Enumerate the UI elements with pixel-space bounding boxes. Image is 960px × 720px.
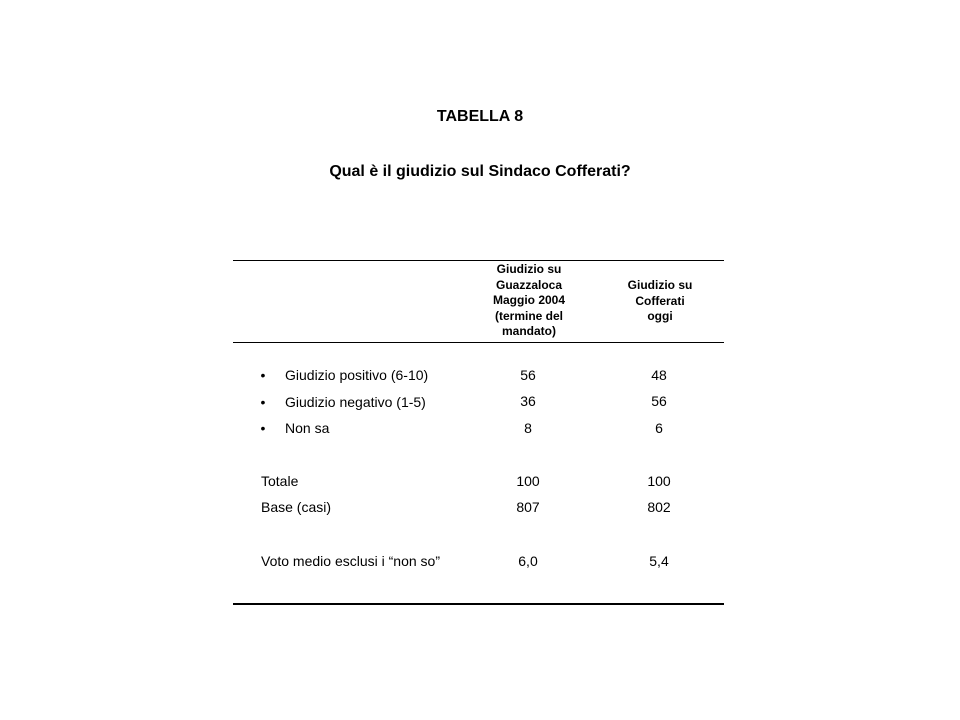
table-question: Qual è il giudizio sul Sindaco Cofferati?	[329, 163, 631, 180]
column-header-line: mandato)	[502, 324, 556, 338]
value-guazzaloca: 36	[520, 393, 536, 409]
column-header-line: (termine del	[494, 308, 563, 323]
value-guazzaloca: 6,0	[518, 553, 538, 569]
row-label: Giudizio positivo (6-10)	[285, 367, 429, 383]
column-header-line: Cofferati	[635, 293, 685, 308]
row-label: Non sa	[285, 420, 330, 436]
bullet-icon: •	[260, 420, 266, 436]
row-label: Giudizio negativo (1-5)	[285, 394, 426, 410]
column-header-line: Maggio 2004	[492, 293, 566, 307]
row-label: Voto medio esclusi i “non so”	[261, 553, 440, 569]
value-cofferati: 100	[647, 473, 671, 489]
value-cofferati: 802	[647, 499, 671, 515]
row-label: Totale	[261, 473, 299, 489]
bottom-rule	[233, 603, 724, 605]
value-guazzaloca: 8	[524, 420, 532, 436]
column-header-cofferati	[600, 278, 720, 325]
bullet-icon: •	[260, 367, 266, 383]
value-cofferati: 56	[651, 393, 667, 409]
column-header-line: Giudizio su	[496, 262, 562, 276]
top-rule	[233, 260, 724, 261]
bullet-icon: •	[260, 394, 266, 410]
column-header-line: oggi	[647, 309, 673, 323]
value-cofferati: 6	[655, 420, 663, 436]
value-guazzaloca: 100	[516, 473, 540, 489]
column-header-line: Guazzaloca	[495, 277, 563, 292]
value-guazzaloca: 56	[520, 367, 536, 383]
header-rule	[233, 342, 724, 343]
column-header-line: Giudizio su	[627, 278, 693, 292]
table-title: TABELLA 8	[436, 108, 524, 125]
row-label: Base (casi)	[261, 499, 332, 515]
value-cofferati: 5,4	[649, 553, 669, 569]
column-header-guazzaloca	[469, 262, 589, 340]
value-guazzaloca: 807	[516, 499, 540, 515]
value-cofferati: 48	[651, 367, 667, 383]
